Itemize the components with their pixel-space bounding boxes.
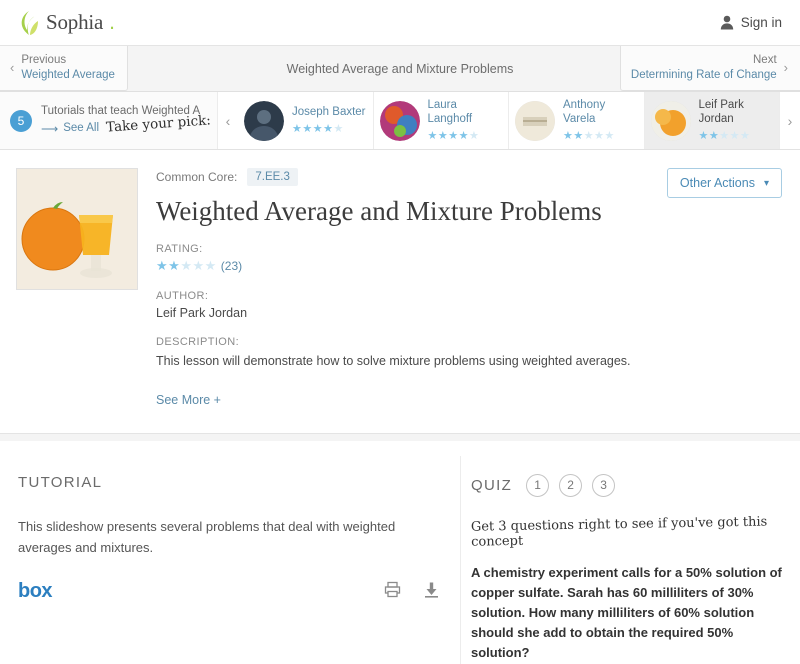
logo-text: Sophia — [46, 10, 104, 34]
other-actions-button[interactable] — [667, 168, 782, 198]
description-label: DESCRIPTION: — [156, 336, 240, 349]
author-card-rating: ★★★★★ — [563, 130, 615, 143]
take-your-pick-annotation: Take your pick: — [105, 112, 212, 136]
next-label: Next — [753, 54, 777, 67]
quiz-heading: QUIZ — [471, 476, 513, 494]
chevron-right-icon: › — [783, 60, 788, 75]
common-core-label: Common Core: — [156, 170, 238, 184]
quiz-header — [471, 474, 782, 497]
download-icon[interactable] — [423, 581, 440, 603]
author-card-rating: ★★★★★ — [427, 130, 480, 143]
arrow-right-icon: ⟶ — [41, 122, 59, 137]
print-icon[interactable] — [384, 581, 401, 603]
tutorial-section — [0, 456, 460, 664]
site-header — [0, 0, 800, 46]
sign-in-button[interactable] — [720, 15, 782, 30]
quiz-question-text: A chemistry experiment calls for a 50% solution of copper sulfate. Sarah has 60 milliliters of 30% solution. How many milliliters of 60% solution should she add to obtain the required 50% solution? — [471, 564, 782, 661]
author-cards — [238, 92, 780, 149]
tutorial-heading: TUTORIAL — [18, 473, 103, 491]
quiz-dot-3[interactable]: 3 — [592, 474, 615, 497]
logo[interactable] — [18, 10, 115, 36]
chevron-down-icon: ▾ — [763, 177, 769, 189]
quiz-section — [460, 456, 800, 664]
box-logo[interactable]: box — [18, 580, 53, 603]
person-icon — [720, 15, 734, 30]
tutorial-description: This slideshow presents several problems that deal with weighted averages and mixtures. — [18, 518, 396, 555]
sophia-leaf-icon — [18, 10, 40, 36]
quiz-question-dots — [526, 474, 615, 497]
author-card-active[interactable] — [645, 92, 781, 149]
page-title: Weighted Average and Mixture Problems — [156, 196, 602, 226]
previous-label: Previous — [21, 54, 67, 67]
rating-row — [156, 258, 782, 274]
quiz-hand-note: Get 3 questions right to see if you've got this concept — [470, 514, 768, 550]
quiz-dot-1[interactable]: 1 — [526, 474, 549, 497]
author-avatar — [380, 101, 420, 141]
other-actions-label: Other Actions — [679, 176, 755, 190]
author-name: Leif Park Jordan — [156, 306, 248, 321]
see-more-button[interactable]: See More + — [156, 392, 221, 407]
lesson-description: This lesson will demonstrate how to solve mixture problems using weighted averages. — [156, 354, 631, 369]
chevron-left-icon: ‹ — [10, 60, 15, 75]
strip-scroll-left-button[interactable]: ‹ — [218, 92, 238, 149]
see-all-label: See All — [63, 122, 100, 135]
author-avatar — [651, 101, 691, 141]
author-label: AUTHOR: — [156, 290, 209, 303]
logo-dot: . — [109, 10, 115, 34]
lesson-nav-bar — [0, 46, 800, 92]
tutorial-author-strip — [0, 92, 800, 150]
rating-stars: ★★★★★ — [156, 258, 217, 274]
author-card[interactable] — [374, 92, 510, 149]
box-viewer-bar — [18, 580, 440, 603]
author-card-name: Leif Park Jordan — [698, 98, 744, 125]
previous-lesson-title: Weighted Average — [21, 68, 115, 81]
tutorials-summary — [0, 92, 218, 149]
strip-scroll-right-button[interactable]: › — [780, 92, 800, 149]
author-card[interactable] — [238, 92, 374, 149]
tutorials-teach-label: Tutorials that teach Weighted A — [41, 104, 201, 117]
quiz-dot-2[interactable]: 2 — [559, 474, 582, 497]
author-card-name: Laura Langhoff — [427, 98, 473, 125]
rating-count[interactable]: (23) — [220, 259, 243, 274]
lesson-hero — [0, 150, 800, 434]
author-card[interactable] — [509, 92, 645, 149]
next-lesson-title: Determining Rate of Change — [630, 68, 777, 81]
sign-in-label: Sign in — [740, 15, 782, 30]
rating-label: RATING: — [156, 243, 203, 256]
author-card-name: Anthony Varela — [563, 98, 606, 125]
author-card-rating: ★★★★★ — [292, 123, 344, 136]
next-lesson-button[interactable] — [620, 46, 800, 91]
content-columns — [0, 434, 800, 664]
author-card-name: Joseph Baxter — [292, 105, 366, 118]
author-card-rating: ★★★★★ — [698, 130, 751, 143]
author-avatar — [515, 101, 555, 141]
nav-current-title: Weighted Average and Mixture Problems — [286, 61, 514, 76]
previous-lesson-button[interactable] — [0, 46, 128, 91]
author-avatar — [244, 101, 284, 141]
common-core-tag[interactable]: 7.EE.3 — [247, 168, 298, 186]
tutorial-count-badge: 5 — [10, 110, 32, 132]
lesson-thumbnail — [16, 168, 138, 290]
